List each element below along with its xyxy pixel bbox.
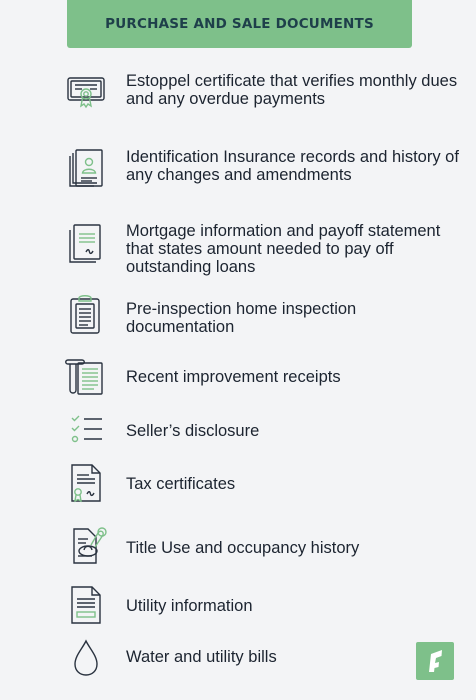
header-banner: [67, 0, 412, 48]
mortgage-documents-icon: [64, 222, 108, 266]
clipboard-icon: [64, 292, 108, 336]
checklist-icon: [64, 408, 108, 452]
receipt-scroll-icon: [64, 354, 108, 398]
item-label: Water and utility bills: [126, 648, 277, 666]
logo-icon: [416, 642, 454, 680]
item-label: Identification Insurance records and history of any changes and amendments: [126, 148, 459, 184]
item-label: Title Use and occupancy history: [126, 539, 360, 557]
item-label: Pre-inspection home inspection documentation: [126, 300, 357, 336]
item-label: Estoppel certificate that verifies monthly dues and any overdue payments: [126, 72, 458, 108]
water-drop-icon: [64, 636, 108, 680]
certificate-icon: [64, 72, 108, 116]
item-label: Mortgage information and payoff statement that states amount needed to pay off outstanding loans: [126, 222, 441, 276]
tax-certificate-icon: [64, 461, 108, 505]
id-documents-icon: [64, 148, 108, 192]
item-label: Utility information: [126, 597, 253, 615]
header-title: PURCHASE AND SALE DOCUMENTS: [105, 16, 374, 32]
item-label: Tax certificates: [126, 475, 236, 493]
item-label: Recent improvement receipts: [126, 368, 341, 386]
stamp-document-icon: [64, 523, 108, 567]
item-label: Seller’s disclosure: [126, 422, 260, 440]
utility-document-icon: [64, 583, 108, 627]
